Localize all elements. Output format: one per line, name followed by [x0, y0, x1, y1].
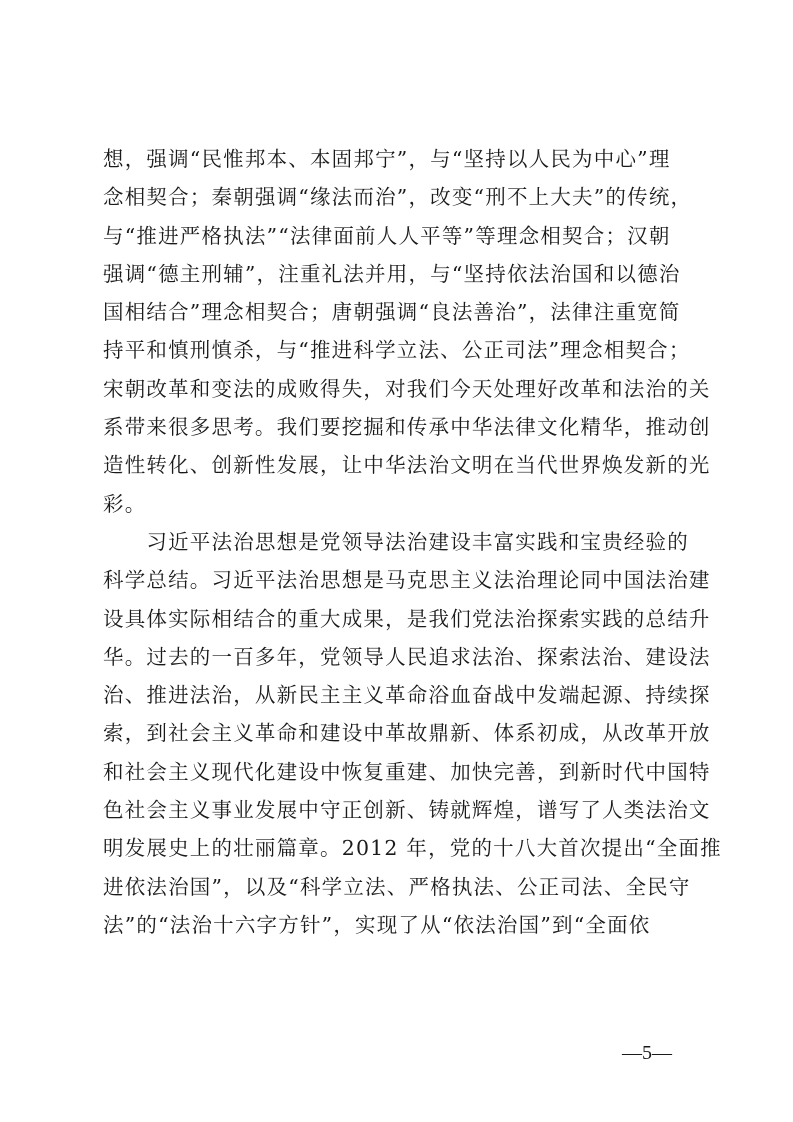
text-line: 彩。: [103, 491, 147, 516]
text-line: 想，强调“民惟邦本、本固邦宁”，与“坚持以人民为中心”理: [103, 147, 671, 171]
text-line: 国相结合”理念相契合；唐朝强调“良法善治”，法律注重宽简: [103, 300, 681, 325]
text-line: 念相契合；秦朝强调“缘法而治”，改变“刑不上大夫”的传统，: [103, 185, 693, 210]
text-line: 与“推进严格执法”“法律面前人人平等”等理念相契合；汉朝: [103, 223, 671, 248]
text-line: 明发展史上的壮丽篇章。2012 年，党的十八大首次提出“全面推: [103, 836, 722, 861]
text-line: 和社会主义现代化建设中恢复重建、加快完善，到新时代中国特: [103, 759, 711, 784]
text-line: 色社会主义事业发展中守正创新、铸就辉煌，谱写了人类法治文: [103, 798, 711, 823]
text-line: 治、推进法治，从新民主主义革命浴血奋战中发端起源、持续探: [103, 683, 711, 708]
text-line: 科学总结。习近平法治思想是马克思主义法治理论同中国法治建: [103, 568, 711, 593]
page-number: —5—: [622, 1042, 672, 1064]
text-line: 法”的“法治十六字方针”，实现了从“依法治国”到“全面依: [103, 912, 651, 937]
text-line: 持平和慎刑慎杀，与“推进科学立法、公正司法”理念相契合；: [103, 338, 691, 363]
text-line: 造性转化、创新性发展，让中华法治文明在当代世界焕发新的光: [103, 453, 711, 478]
text-line: 宋朝改革和变法的成败得失，对我们今天处理好改革和法治的关: [103, 376, 711, 401]
text-line: 习近平法治思想是党领导法治建设丰富实践和宝贵经验的: [103, 529, 689, 554]
body-text: [103, 140, 722, 944]
text-line: 进依法治国”，以及“科学立法、严格执法、公正司法、全民守: [103, 874, 691, 899]
text-line: 系带来很多思考。我们要挖掘和传承中华法律文化精华，推动创: [103, 415, 711, 440]
text-line: 华。过去的一百多年，党领导人民追求法治、探索法治、建设法: [103, 644, 711, 669]
text-line: 索，到社会主义革命和建设中革故鼎新、体系初成，从改革开放: [103, 721, 711, 746]
text-line: 设具体实际相结合的重大成果，是我们党法治探索实践的总结升: [103, 606, 711, 631]
text-line: 强调“德主刑辅”，注重礼法并用，与“坚持依法治国和以德治: [103, 261, 681, 286]
